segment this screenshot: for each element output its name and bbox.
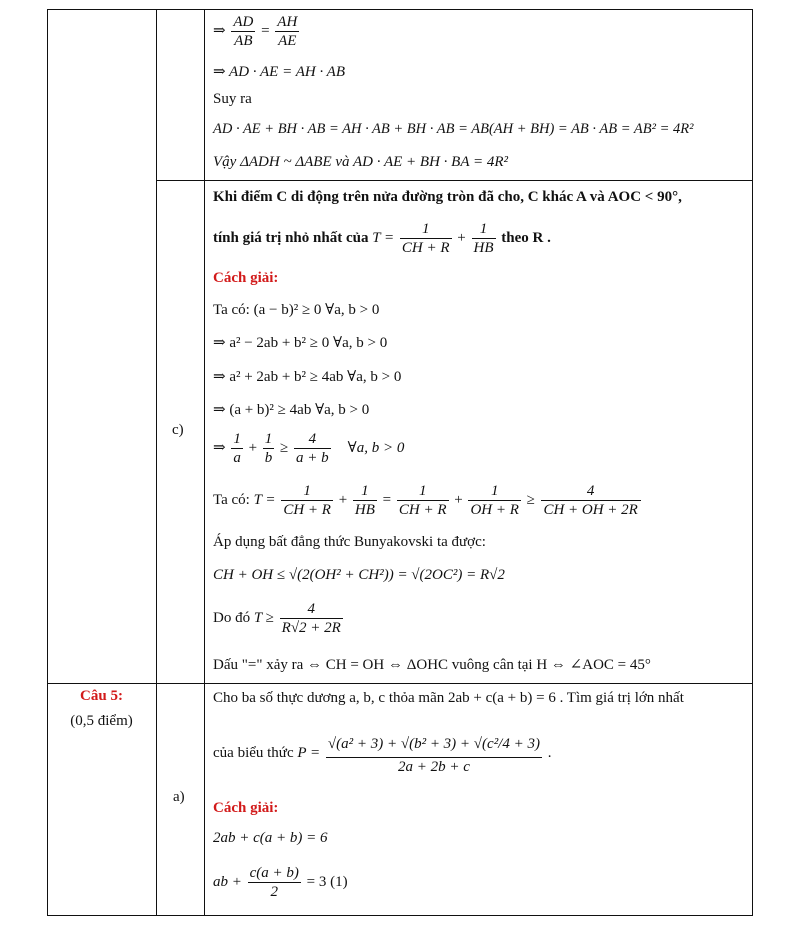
table-border-right xyxy=(752,9,753,916)
suy-ra-text: Suy ra xyxy=(213,91,252,107)
step-7: Áp dụng bất đẳng thức Bunyakovski ta được: xyxy=(213,534,486,550)
cau5-problem-line2: của biểu thức P = $\frac{\text{√(a² + 3) + √(b² + 3) + √(c²/4 + 3)}}{2a + 2b + c}$ . xyxy=(213,731,551,776)
table-border-left xyxy=(47,9,48,916)
sum-equation: AD · AE + BH · AB = AH · AB + BH · AB = AB(AH + BH) = AB · AB = AB² = 4R² xyxy=(213,121,694,137)
row-divider-cau5 xyxy=(47,683,753,684)
step-2: ⇒ a² − 2ab + b² ≥ 0 ∀a, b > 0 xyxy=(213,335,388,351)
cau5-problem-line1: Cho ba số thực dương a, b, c thỏa mãn 2ab + c(a + b) = 6 . Tìm giá trị lớn nhất xyxy=(213,690,684,706)
cau5-title: Câu 5: xyxy=(80,688,123,704)
cau5-step-2: ab + $\frac{c(a + b)}{2}$ = 3 (1) xyxy=(213,865,348,900)
step-1: Ta có: (a − b)² ≥ 0 ∀a, b > 0 xyxy=(213,302,380,318)
step-6: Ta có: T = $\frac{1}{CH + R}$ + $\frac{1}{HB}$ = $\frac{1}{CH + R}$ + $\frac{1}{OH + R}$ ≥ $\frac{4}{CH + OH + 2R}$ xyxy=(213,482,643,519)
step-4: ⇒ (a + b)² ≥ 4ab ∀a, b > 0 xyxy=(213,402,370,418)
part-c-method-title: Cách giải: xyxy=(213,270,279,286)
product-equation: ⇒ AD · AE = AH · AB xyxy=(213,64,345,80)
part-c-label: c) xyxy=(172,422,184,438)
conclusion-b: Vậy ΔADH ~ ΔABE và AD · AE + BH · BA = 4R² xyxy=(213,154,508,170)
ratio-equation: ⇒ $\frac{AD}{AB}$ = $\frac{AH}{AE}$ xyxy=(213,14,298,49)
part-a-label: a) xyxy=(173,789,185,805)
step-3: ⇒ a² + 2ab + b² ≥ 4ab ∀a, b > 0 xyxy=(213,369,402,385)
step-9: Do đó T ≥ $\frac{4}{R√2 + 2R}$ xyxy=(213,601,341,636)
table-divider-col2 xyxy=(204,9,205,916)
part-c-problem-line2: tính giá trị nhỏ nhất của T = $\frac{1}{CH + R}$ + $\frac{1}{HB}$ theo R . xyxy=(213,221,551,256)
row-divider-b-c xyxy=(156,180,753,181)
step-10: Dấu "=" xảy ra ⇔ CH = OH ⇔ ΔOHC vuông cân tại H ⇔ ∠AOC = 45° xyxy=(213,657,651,673)
table-border-bottom xyxy=(47,915,753,916)
part-c-problem-line1: Khi điểm C di động trên nửa đường tròn đã cho, C khác A và AOC < 90°, xyxy=(213,189,682,205)
table-border-top xyxy=(47,9,753,10)
cau5-method-title: Cách giải: xyxy=(213,800,279,816)
step-5: ⇒ $\frac{1}{a}$ + $\frac{1}{b}$ ≥ $\frac{4}{a + b}$ ∀a, b > 0 xyxy=(213,431,405,466)
table-divider-col1 xyxy=(156,9,157,916)
step-8: CH + OH ≤ √(2(OH² + CH²)) = √(2OC²) = R√2 xyxy=(213,567,505,583)
cau5-step-1: 2ab + c(a + b) = 6 xyxy=(213,830,328,846)
cau5-points: (0,5 điểm) xyxy=(70,713,133,729)
